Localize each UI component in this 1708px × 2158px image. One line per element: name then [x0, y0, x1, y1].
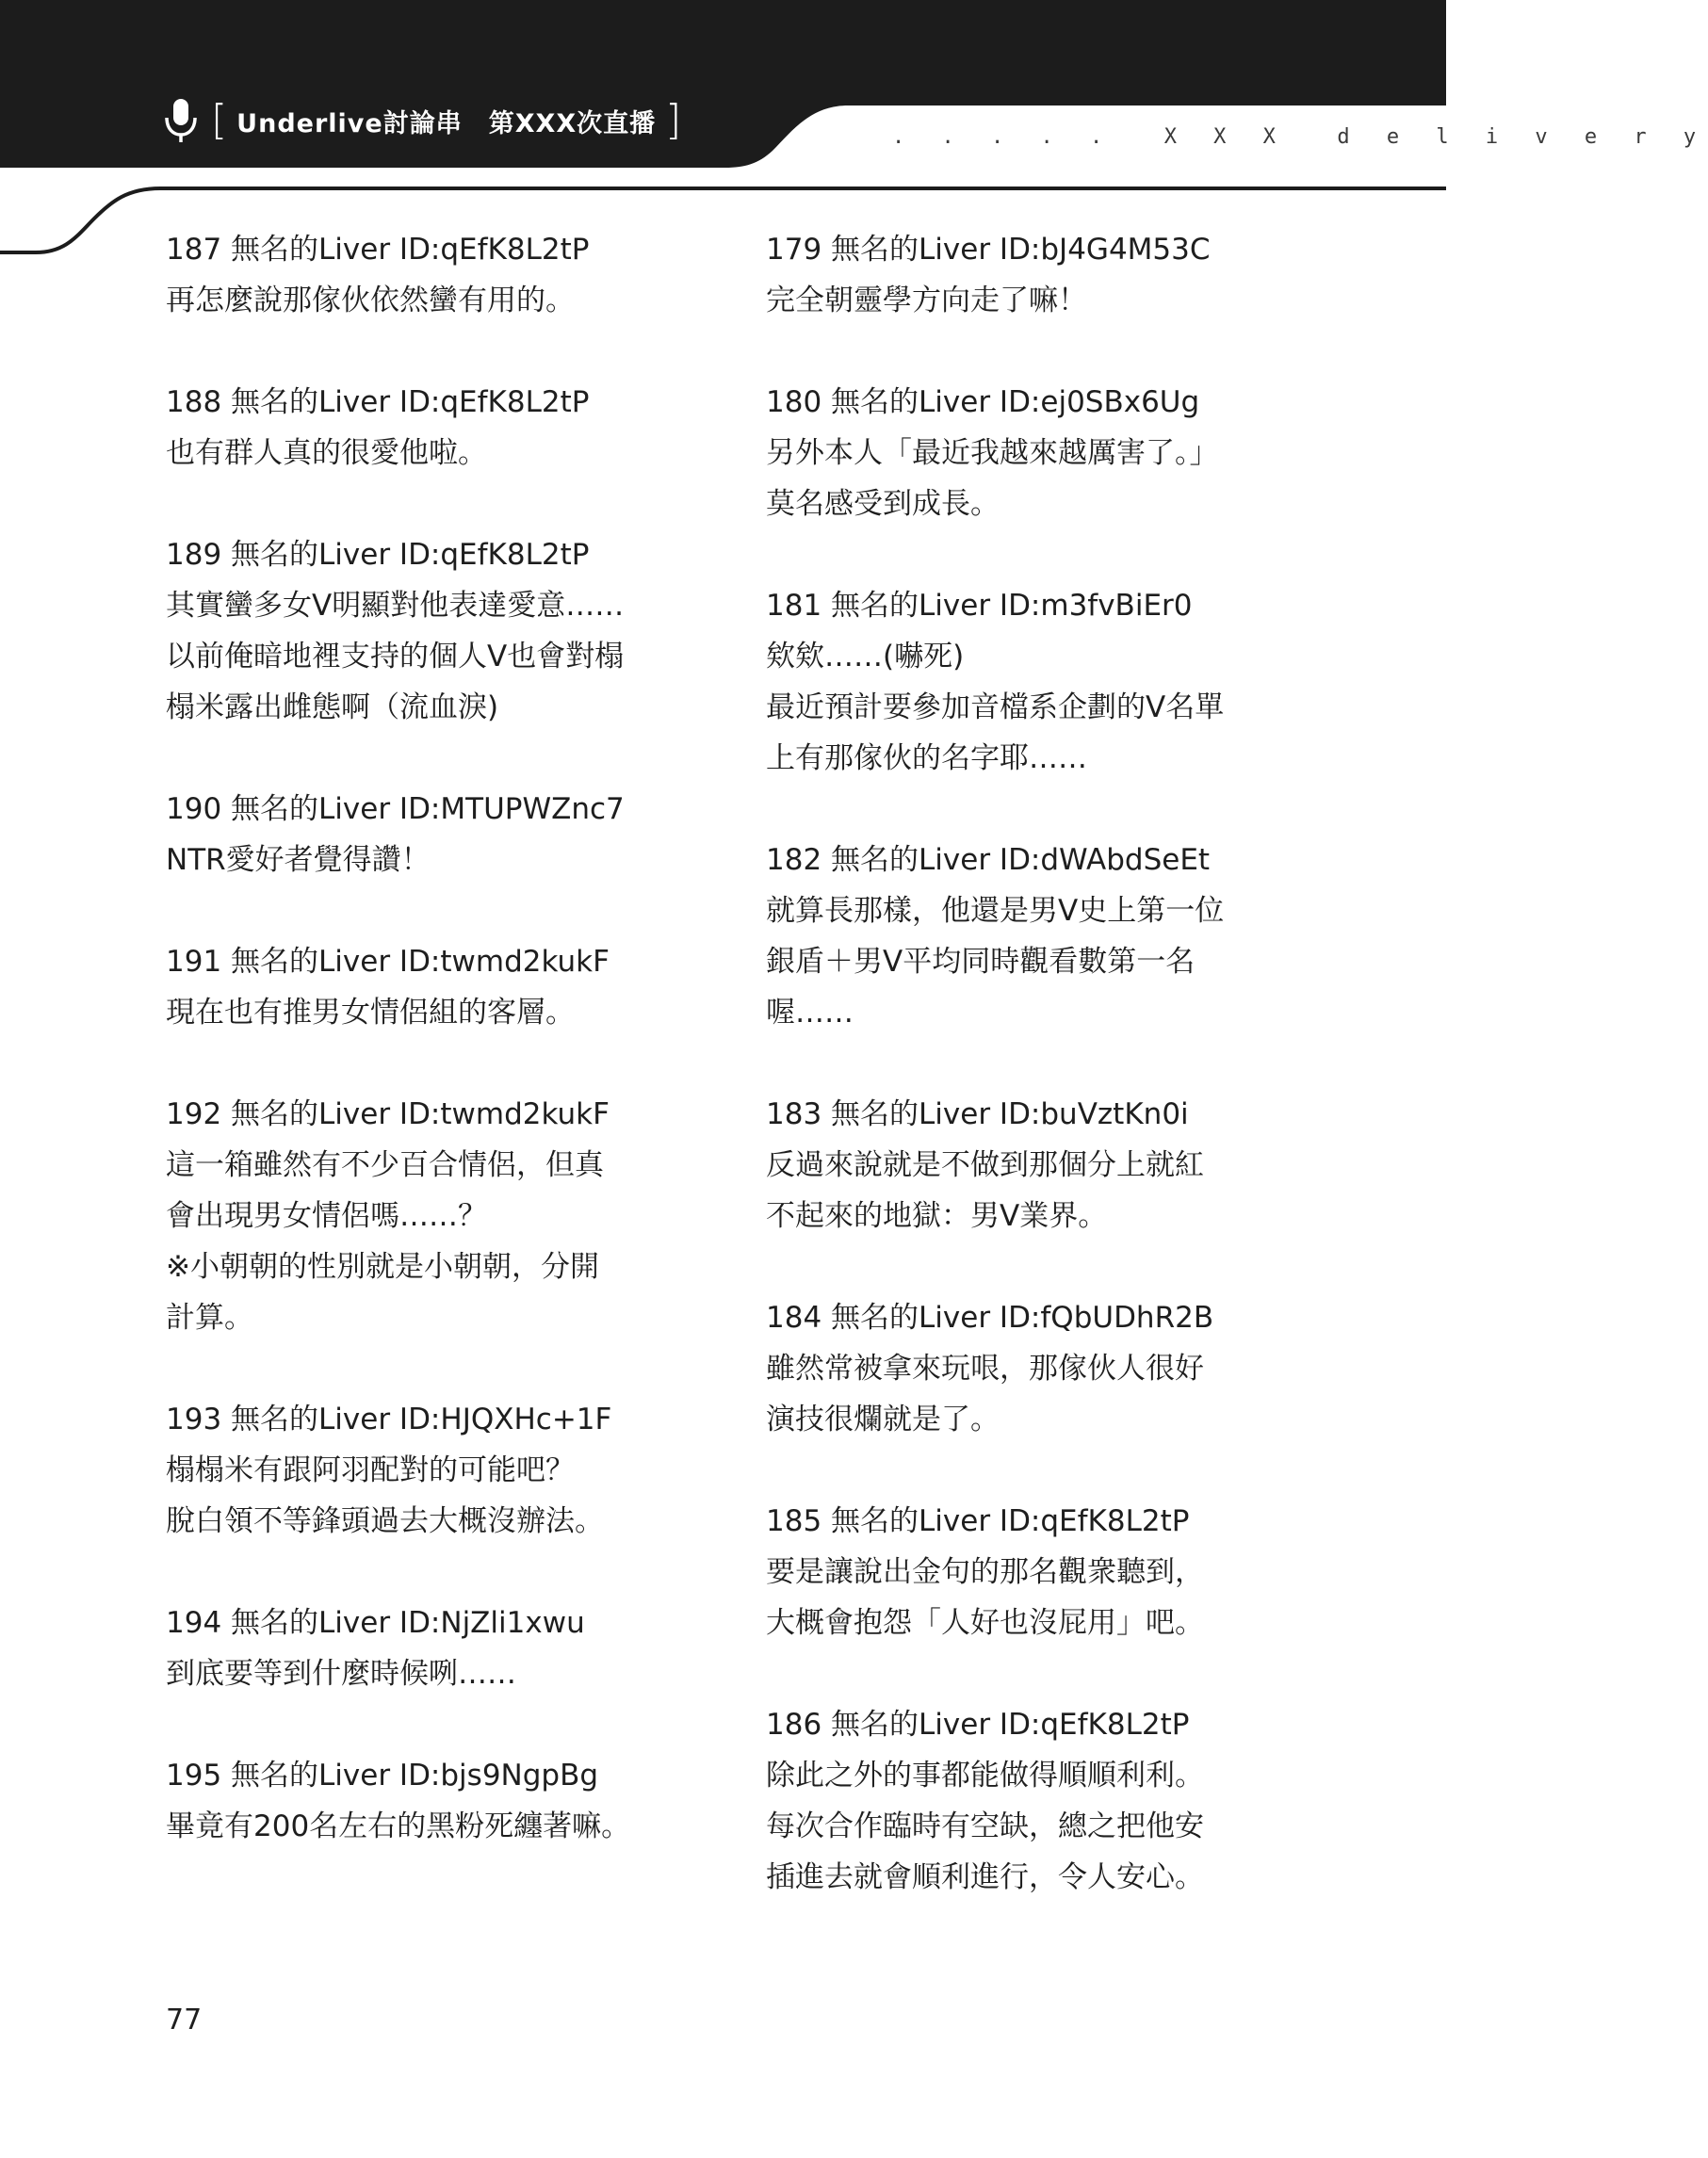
- post-194: [166, 1598, 693, 1699]
- post-183: [766, 1089, 1293, 1241]
- post-body-line: 計算。: [166, 1301, 253, 1335]
- post-190: [166, 784, 693, 885]
- header-title: Underlive討論串 第XXX次直播: [236, 108, 657, 138]
- right-bracket: ]: [665, 96, 682, 144]
- post-186: [766, 1699, 1293, 1903]
- right-column: [766, 224, 1293, 1954]
- post-body-line: 反過來說就是不做到那個分上就紅: [766, 1148, 1204, 1182]
- post-body-line: 以前俺暗地裡支持的個人V也會對榻: [166, 640, 625, 673]
- post-188: [166, 377, 693, 479]
- left-bracket: [: [211, 96, 228, 144]
- post-header: 192 無名的Liver ID:twmd2kukF: [166, 1097, 610, 1131]
- post-header: 182 無名的Liver ID:dWAbdSeEt: [766, 843, 1211, 877]
- post-header: 190 無名的Liver ID:MTUPWZnc7: [166, 792, 625, 826]
- post-body-line: 其實蠻多女V明顯對他表達愛意……: [166, 589, 625, 623]
- post-header: 185 無名的Liver ID:qEfK8L2tP: [766, 1504, 1190, 1538]
- post-184: [766, 1292, 1293, 1445]
- post-191: [166, 936, 693, 1038]
- post-body-line: 也有群人真的很愛他啦。: [166, 436, 487, 470]
- post-header: 193 無名的Liver ID:HJQXHc+1F: [166, 1403, 612, 1436]
- post-header: 184 無名的Liver ID:fQbUDhR2B: [766, 1301, 1214, 1335]
- post-body-line: 榻榻米有跟阿羽配對的可能吧？: [166, 1453, 575, 1487]
- post-body-line: 會出現男女情侶嗎……？: [166, 1199, 487, 1233]
- post-body-line: 上有那傢伙的名字耶……: [766, 741, 1087, 775]
- post-181: [766, 580, 1293, 784]
- post-body-line: 完全朝靈學方向走了嘛！: [766, 284, 1087, 317]
- post-body-line: 每次合作臨時有空缺，總之把他安: [766, 1809, 1204, 1843]
- post-body-line: 莫名感受到成長。: [766, 487, 1000, 521]
- post-187: [166, 224, 693, 326]
- post-body-line: 現在也有推男女情侶組的客層。: [166, 996, 575, 1030]
- post-body-line: 除此之外的事都能做得順順利利。: [766, 1759, 1204, 1793]
- post-body-line: 喔……: [766, 996, 854, 1030]
- post-body-line: 演技很爛就是了。: [766, 1403, 1000, 1436]
- post-body-line: 要是讓說出金句的那名觀衆聽到，: [766, 1555, 1204, 1589]
- post-header: 187 無名的Liver ID:qEfK8L2tP: [166, 233, 590, 267]
- post-body-line: 榻米露出雌態啊（流血淚): [166, 690, 499, 724]
- delivery-label: . . . . . X X X d e l i v e r y: [892, 125, 1708, 149]
- post-body-line: 另外本人「最近我越來越厲害了。」: [766, 436, 1219, 470]
- post-body-line: 欸欸……(嚇死): [766, 640, 965, 673]
- post-header: 195 無名的Liver ID:bjs9NgpBg: [166, 1759, 599, 1793]
- post-body-line: 銀盾＋男V平均同時觀看數第一名: [766, 945, 1196, 979]
- post-193: [166, 1394, 693, 1547]
- post-185: [766, 1496, 1293, 1648]
- post-body-line: 大概會抱怨「人好也沒屁用」吧。: [766, 1606, 1204, 1640]
- post-179: [766, 224, 1293, 326]
- microphone-icon: [162, 97, 200, 144]
- post-header: 191 無名的Liver ID:twmd2kukF: [166, 945, 610, 979]
- post-195: [166, 1750, 693, 1852]
- post-body-line: 插進去就會順利進行，令人安心。: [766, 1860, 1204, 1894]
- left-column: [166, 224, 693, 1903]
- post-body-line: NTR愛好者覺得讚！: [166, 843, 431, 877]
- post-192: [166, 1089, 693, 1343]
- post-body-line: 畢竟有200名左右的黑粉死纏著嘛。: [166, 1809, 631, 1843]
- post-header: 181 無名的Liver ID:m3fvBiEr0: [766, 589, 1193, 623]
- post-header: 180 無名的Liver ID:ej0SBx6Ug: [766, 385, 1200, 419]
- page-number: 77: [166, 2004, 203, 2036]
- post-header: 194 無名的Liver ID:NjZli1xwu: [166, 1606, 585, 1640]
- post-header: 179 無名的Liver ID:bJ4G4M53C: [766, 233, 1211, 267]
- post-body-line: 再怎麼說那傢伙依然蠻有用的。: [166, 284, 575, 317]
- post-header: 189 無名的Liver ID:qEfK8L2tP: [166, 538, 590, 572]
- post-header: 188 無名的Liver ID:qEfK8L2tP: [166, 385, 590, 419]
- post-body-line: 脫白領不等鋒頭過去大概沒辦法。: [166, 1504, 604, 1538]
- post-body-line: 雖然常被拿來玩哏，那傢伙人很好: [766, 1352, 1204, 1386]
- page-header: [0, 0, 1708, 174]
- post-180: [766, 377, 1293, 529]
- post-body-line: 最近預計要參加音檔系企劃的V名單: [766, 690, 1225, 724]
- post-body-line: 不起來的地獄：男V業界。: [766, 1199, 1108, 1233]
- header-title-group: [162, 94, 681, 147]
- post-header: 183 無名的Liver ID:buVztKn0i: [766, 1097, 1189, 1131]
- post-body-line: 這一箱雖然有不少百合情侶，但真: [166, 1148, 604, 1182]
- post-189: [166, 529, 693, 733]
- post-header: 186 無名的Liver ID:qEfK8L2tP: [766, 1708, 1190, 1742]
- post-body-line: ※小朝朝的性別就是小朝朝，分開: [166, 1250, 599, 1284]
- post-body-line: 就算長那樣，他還是男V史上第一位: [766, 894, 1225, 928]
- post-182: [766, 835, 1293, 1038]
- post-body-line: 到底要等到什麼時候咧……: [166, 1657, 516, 1691]
